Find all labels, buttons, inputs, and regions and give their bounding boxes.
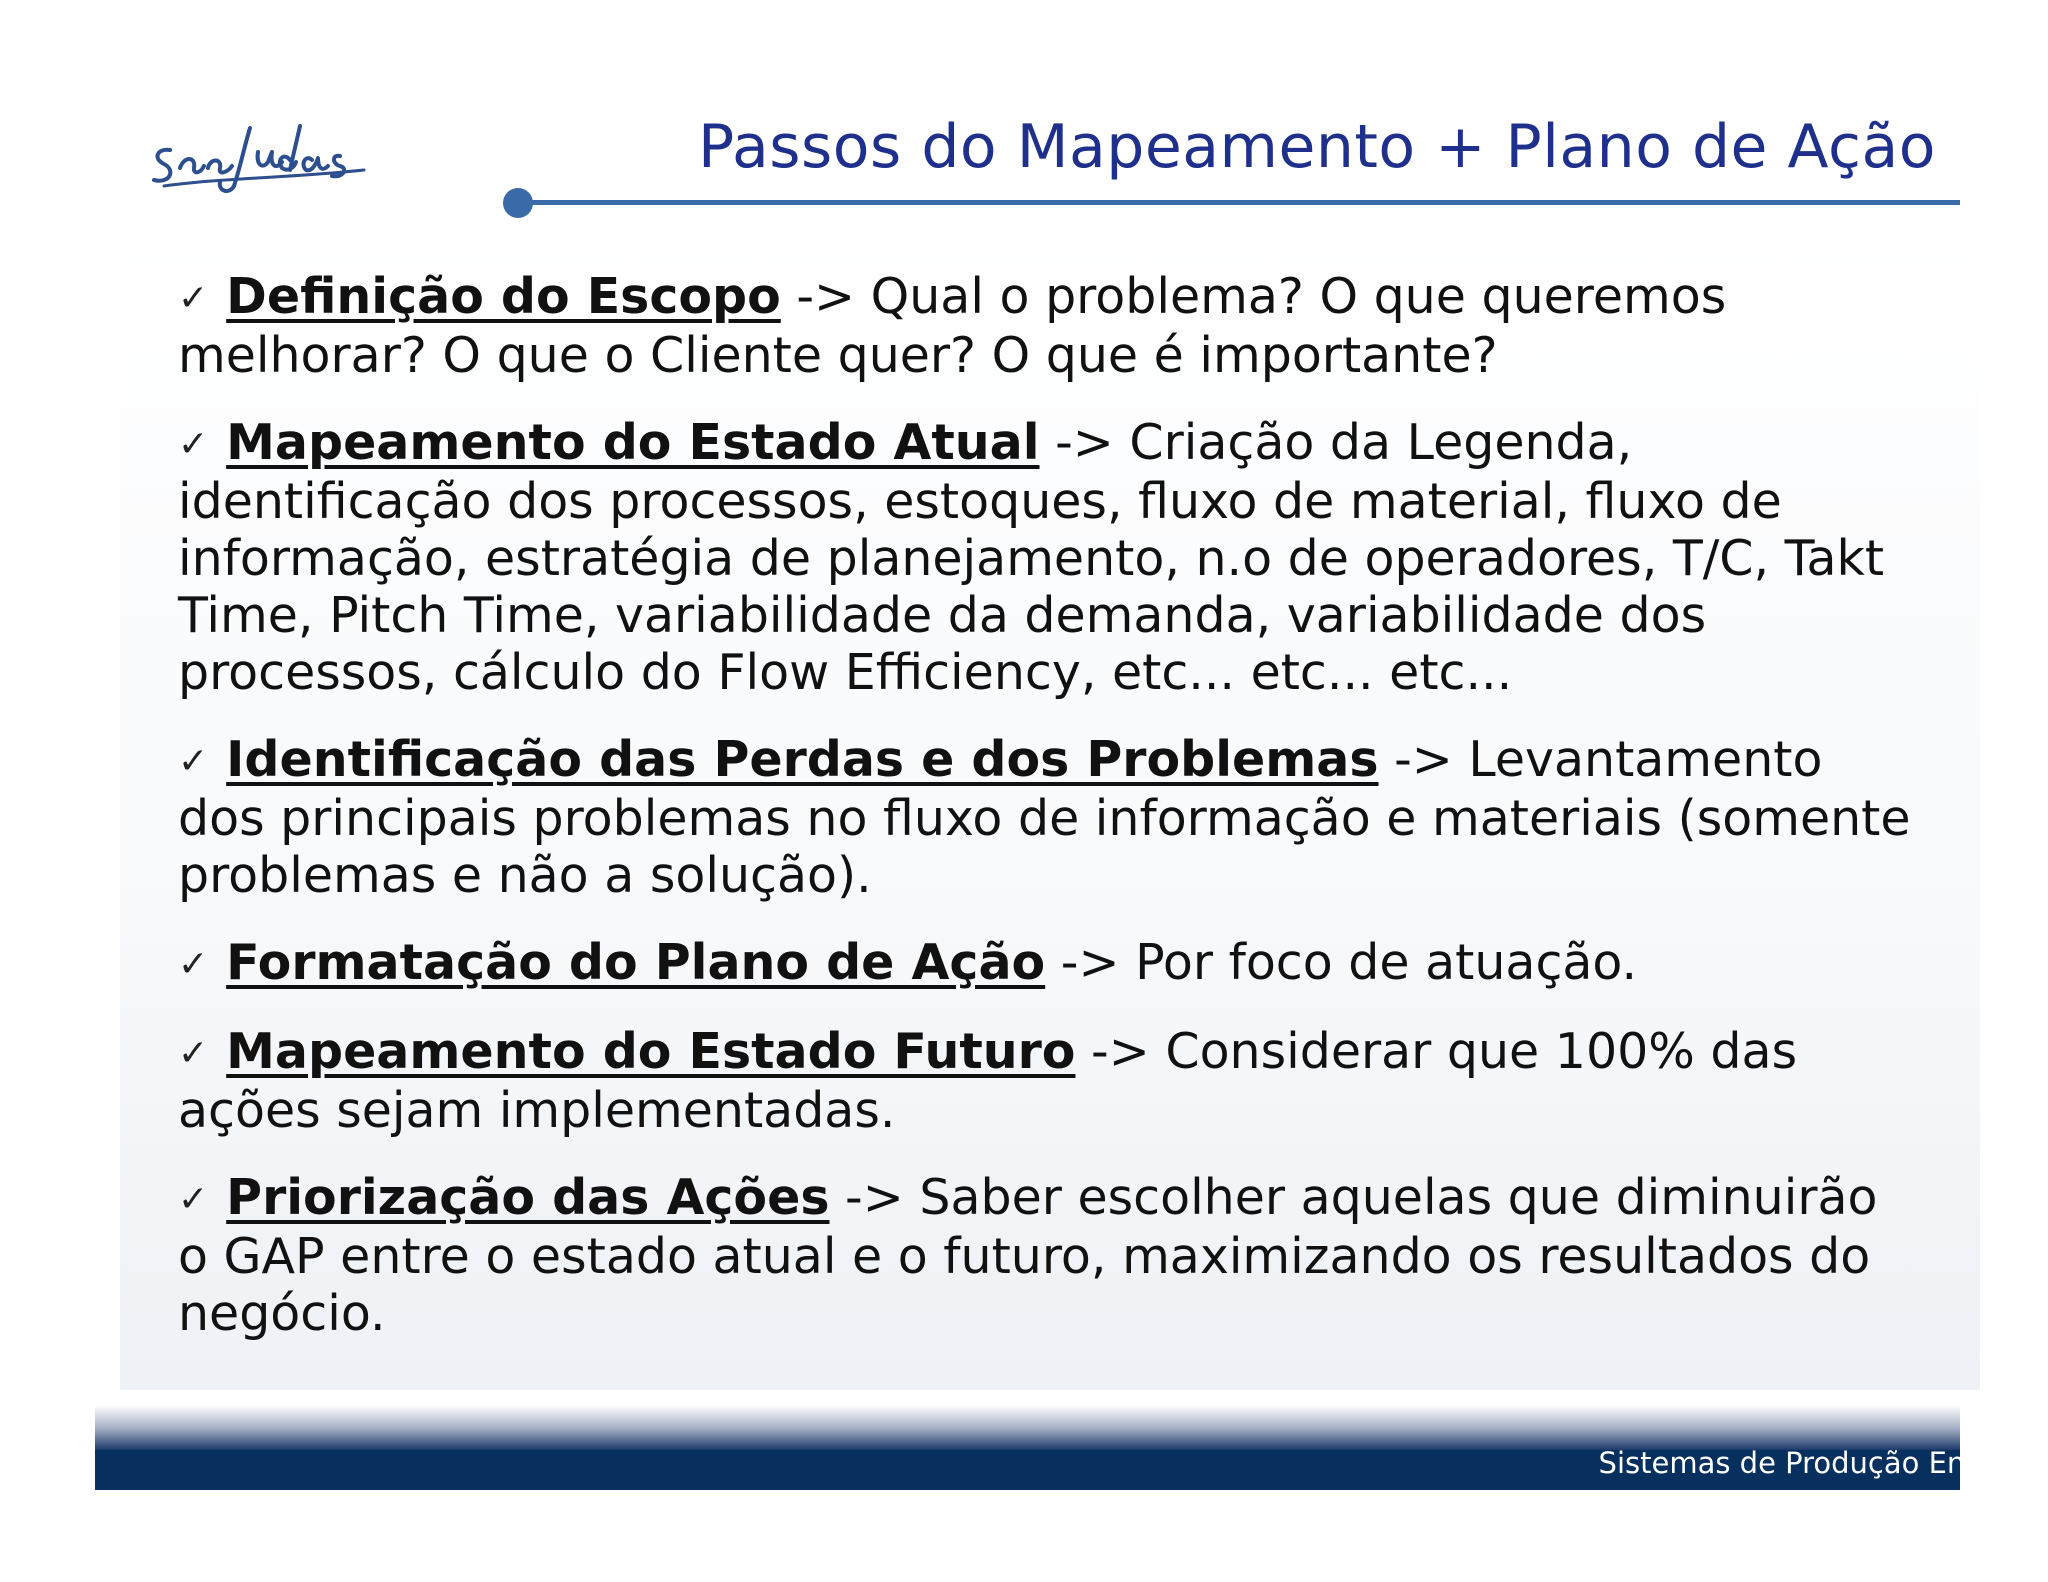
checkmark-icon: ✓ xyxy=(178,1179,209,1220)
step-heading: Mapeamento do Estado Atual xyxy=(226,414,1040,471)
step-heading: Priorização das Ações xyxy=(226,1169,830,1226)
checkmark-icon: ✓ xyxy=(178,944,209,985)
step-heading: Identificação das Perdas e dos Problemas xyxy=(226,731,1379,788)
checkmark-icon: ✓ xyxy=(178,278,209,319)
step-item xyxy=(178,731,1918,904)
slide-title: Passos do Mapeamento + Plano de Ação xyxy=(698,112,1936,182)
step-text: -> Saber escolher aquelas que diminuirão o GAP entre o estado atual e o futuro, maximizando os resultados do negócio. xyxy=(178,1169,1878,1342)
checkmark-icon: ✓ xyxy=(178,741,209,782)
sao-judas-logo xyxy=(140,108,380,198)
step-heading: Mapeamento do Estado Futuro xyxy=(226,1023,1076,1080)
title-underline xyxy=(516,200,1960,205)
checkmark-icon: ✓ xyxy=(178,1033,209,1074)
step-item xyxy=(178,414,1918,701)
step-item xyxy=(178,1169,1918,1342)
footer-gradient xyxy=(95,1405,1960,1450)
footer-title: Sistemas de Produção Enxuta xyxy=(1598,1446,2030,1480)
step-list xyxy=(178,268,1918,1372)
checkmark-icon: ✓ xyxy=(178,424,209,465)
step-item xyxy=(178,934,1918,993)
step-item xyxy=(178,1023,1918,1139)
step-text: -> Criação da Legenda, identificação dos processos, estoques, fluxo de material, fluxo de informação, estratégia de planejamento, n.o de operadores, T/C, Takt Time, Pitch Time, variabilidade da demanda, variabilidade dos processos, cálculo do Flow Efficiency, etc... etc... etc... xyxy=(178,414,1885,701)
step-heading: Formatação do Plano de Ação xyxy=(226,934,1046,991)
step-text: -> Por foco de atuação. xyxy=(1045,934,1638,991)
step-text: -> Considerar que 100% das ações sejam implementadas. xyxy=(178,1023,1798,1139)
step-heading: Definição do Escopo xyxy=(226,268,781,325)
step-text: -> Qual o problema? O que queremos melhorar? O que o Cliente quer? O que é importante? xyxy=(178,268,1727,384)
step-item xyxy=(178,268,1918,384)
step-text: -> Levantamento dos principais problemas no fluxo de informação e materiais (somente problemas e não a solução). xyxy=(178,731,1911,904)
